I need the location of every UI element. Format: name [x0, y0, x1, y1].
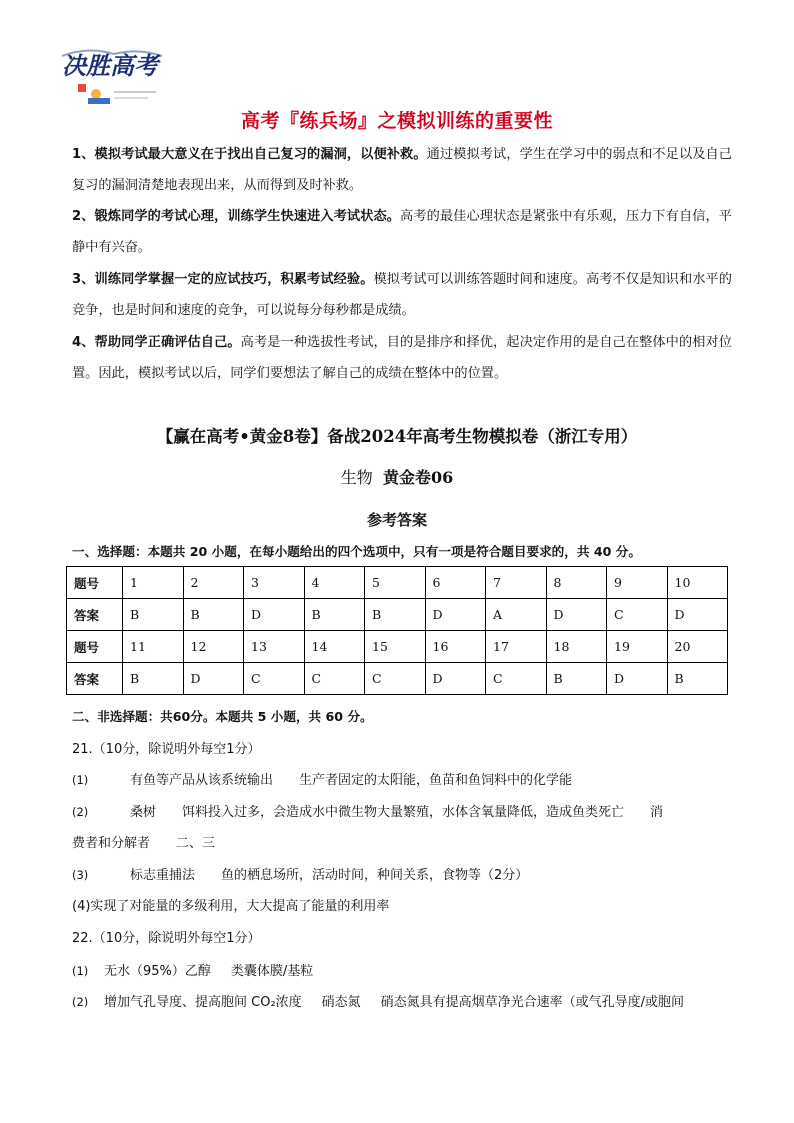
question-number: 9 [607, 567, 668, 599]
paper-label: 黄金卷06 [382, 468, 454, 487]
q22-line-2 [72, 991, 732, 1010]
section-2-heading: 二、非选择题：共60分。本题共 5 小题，共 60 分。 [72, 709, 373, 724]
q21-line-3 [72, 832, 732, 851]
q21-answer: 标志重捕法 [130, 868, 196, 883]
answer-cell: C [486, 663, 547, 695]
section-1-heading: 一、选择题：本题共 20 小题，在每小题给出的四个选项中，只有一项是符合题目要求的，共 40 分。 [72, 544, 641, 559]
question-number: 7 [486, 567, 547, 599]
answer-cell: B [667, 663, 728, 695]
question-number: 12 [183, 631, 244, 663]
question-number: 16 [425, 631, 486, 663]
answer-cell: B [546, 663, 607, 695]
answer-cell: D [183, 663, 244, 695]
question-number: 20 [667, 631, 728, 663]
answer-cell: A [486, 599, 547, 631]
q21-answer: 桑树 [130, 805, 157, 820]
intro-text-4: 高考是一种选拔性考试，目的是排序和择优，起决定作用的是自己在整体中的相对位置。因此，模拟考试以后，同学们要想法了解自己的成绩在整体中的位置。 [72, 335, 732, 381]
q21-line-2 [72, 801, 732, 820]
logo [58, 44, 168, 114]
logo-text: 决胜高考 [62, 52, 158, 80]
answer-title: 参考答案 [366, 511, 427, 529]
table-row [67, 663, 728, 695]
q22-answer: 硝态氮具有提高烟草净光合速率（或气孔导度/或胞间 [380, 995, 685, 1010]
intro-paragraph-2 [72, 201, 732, 263]
exam-subtitle [0, 465, 794, 488]
table-row [67, 567, 728, 599]
row-label-question: 题号 [67, 631, 123, 663]
q22-sub-2: (2) [72, 995, 89, 1009]
answer-cell: D [667, 599, 728, 631]
q21-line-1 [72, 769, 732, 788]
question-number: 15 [365, 631, 426, 663]
answer-cell: C [365, 663, 426, 695]
q21-answer: 鱼的栖息场所，活动时间，种间关系，食物等（2分） [221, 868, 529, 883]
question-number: 5 [365, 567, 426, 599]
row-label-question: 题号 [67, 567, 123, 599]
answer-cell: B [365, 599, 426, 631]
q21-line-4 [72, 864, 732, 883]
q21-answer: 饵料投入过多，会造成水中微生物大量繁殖，水体含氧量降低，造成鱼类死亡 [182, 805, 625, 820]
answer-cell: D [425, 599, 486, 631]
question-number: 4 [304, 567, 365, 599]
question-number: 10 [667, 567, 728, 599]
answer-cell: C [244, 663, 305, 695]
answer-table [66, 566, 728, 695]
question-number: 3 [244, 567, 305, 599]
question-number: 2 [183, 567, 244, 599]
intro-point-3: 3、训练同学掌握一定的应试技巧，积累考试经验。 [72, 272, 374, 287]
question-number: 11 [123, 631, 184, 663]
answer-cell: D [607, 663, 668, 695]
table-row [67, 631, 728, 663]
row-label-answer: 答案 [67, 599, 123, 631]
answer-cell: C [607, 599, 668, 631]
q22-answer: 增加气孔导度、提高胞间 CO₂浓度 [104, 995, 302, 1010]
intro-point-1: 1、模拟考试最大意义在于找出自己复习的漏洞，以便补救。 [72, 147, 427, 162]
row-label-answer: 答案 [67, 663, 123, 695]
q21-answer: 费者和分解者 [72, 836, 151, 851]
answer-cell: B [123, 663, 184, 695]
q21-answer: 生产者固定的太阳能，鱼苗和鱼饲料中的化学能 [299, 773, 573, 788]
question-number: 8 [546, 567, 607, 599]
table-row [67, 599, 728, 631]
subject-label: 生物 [340, 468, 373, 487]
q21-answer: 二、三 [176, 836, 216, 851]
q21-answer: 有鱼等产品从该系统输出 [130, 773, 274, 788]
answer-cell: B [123, 599, 184, 631]
intro-paragraph-3 [72, 264, 732, 326]
intro-paragraph-4 [72, 327, 732, 389]
question-number: 18 [546, 631, 607, 663]
answer-cell: D [425, 663, 486, 695]
exam-title: 【赢在高考•黄金8卷】备战2024年高考生物模拟卷（浙江专用） [156, 427, 638, 446]
answer-cell: B [183, 599, 244, 631]
intro-point-4: 4、帮助同学正确评估自己。 [72, 335, 241, 350]
intro-text-1: 通过模拟考试，学生在学习中的弱点和不足以及自己复习的漏洞清楚地表现出来，从而得到及时补救。 [72, 147, 732, 193]
q21-line-5: (4)实现了对能量的多级利用，大大提高了能量的利用率 [72, 899, 390, 914]
q21-sub-1: (1) [72, 773, 89, 787]
question-number: 6 [425, 567, 486, 599]
q22-heading: 22.（10分，除说明外每空1分） [72, 931, 261, 946]
q22-answer: 硝态氮 [321, 995, 361, 1010]
question-number: 13 [244, 631, 305, 663]
intro-text-2: 高考的最佳心理状态是紧张中有乐观，压力下有自信，平静中有兴奋。 [72, 209, 732, 255]
question-number: 14 [304, 631, 365, 663]
answer-cell: B [304, 599, 365, 631]
intro-paragraph-1 [72, 139, 732, 201]
answer-cell: D [546, 599, 607, 631]
q22-sub-1: (1) [72, 964, 89, 978]
q21-sub-3: (3) [72, 868, 89, 882]
q21-heading: 21.（10分，除说明外每空1分） [72, 742, 261, 757]
question-number: 1 [123, 567, 184, 599]
question-number: 17 [486, 631, 547, 663]
intro-point-2: 2、锻炼同学的考试心理，训练学生快速进入考试状态。 [72, 209, 401, 224]
intro-text-3: 模拟考试可以训练答题时间和速度。高考不仅是知识和水平的竞争，也是时间和速度的竞争，可以说每分每秒都是成绩。 [72, 272, 732, 318]
answer-cell: C [304, 663, 365, 695]
q21-sub-2: (2) [72, 805, 89, 819]
question-number: 19 [607, 631, 668, 663]
page-title: 高考『练兵场』之模拟训练的重要性 [240, 110, 553, 132]
q21-answer: 消 [650, 805, 664, 820]
q22-answer: 类囊体膜/基粒 [230, 964, 314, 979]
q22-answer: 无水（95%）乙醇 [104, 964, 211, 979]
answer-cell: D [244, 599, 305, 631]
q22-line-1 [72, 960, 732, 979]
